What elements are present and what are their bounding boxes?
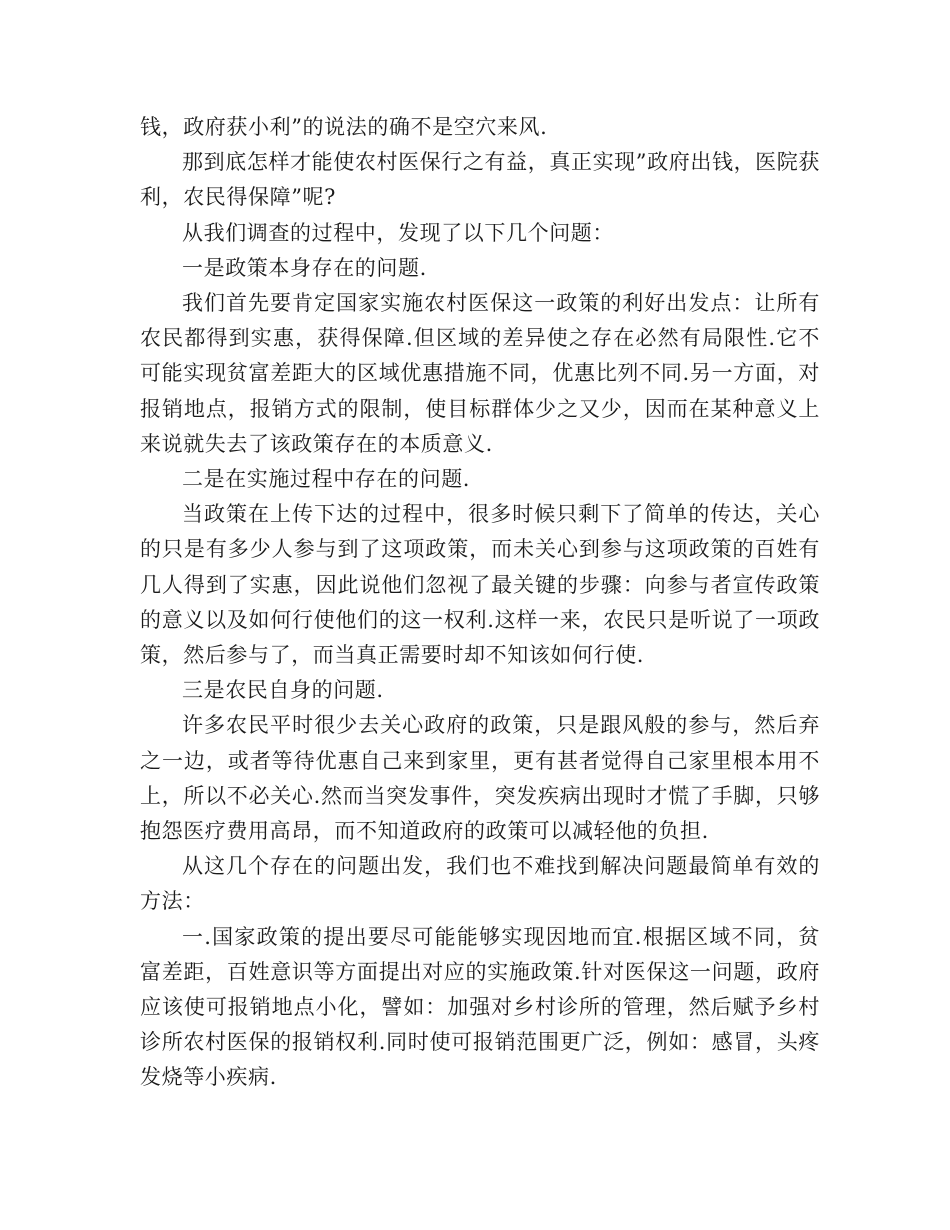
section-heading: 一是政策本身存在的问题. (182, 255, 427, 280)
document-body (140, 110, 820, 1096)
paragraph: 许多农民平时很少去关心政府的政策，只是跟风般的参与，然后弃之一边，或者等待优惠自己来到家里，更有甚者觉得自己家里根本用不上，所以不必关心.然而当突发事件，突发疾病出现时才慌了手脚，只够抱怨医疗费用高昂，而不知道政府的政策可以减轻他的负担. (140, 713, 820, 844)
section-heading: 二是在实施过程中存在的问题. (182, 467, 471, 492)
paragraph: 从这几个存在的问题出发，我们也不难找到解决问题最简单有效的方法： (140, 854, 820, 914)
paragraph: 那到底怎样才能使农村医保行之有益，真正实现”政府出钱，医院获利，农民得保障”呢? (140, 150, 820, 210)
section-heading: 三是农民自身的问题. (182, 678, 384, 703)
paragraph: 当政策在上传下达的过程中，很多时候只剩下了简单的传达，关心的只是有多少人参与到了这项政策，而未关心到参与这项政策的百姓有几人得到了实惠，因此说他们忽视了最关键的步骤：向参与者宣传政策的意义以及如何行使他们的这一权利.这样一来，农民只是听说了一项政策，然后参与了，而当真正需要时却不知该如何行使. (140, 502, 820, 668)
paragraph: 一.国家政策的提出要尽可能能够实现因地而宜.根据区域不同，贫富差距，百姓意识等方面提出对应的实施政策.针对医保这一问题，政府应该使可报销地点小化，譬如：加强对乡村诊所的管理，然后赋予乡村诊所农村医保的报销权利.同时使可报销范围更广泛，例如：感冒，头疼发烧等小疾病. (140, 924, 820, 1090)
paragraph: 钱，政府获小利”的说法的确不是空穴来风. (140, 115, 548, 139)
paragraph: 我们首先要肯定国家实施农村医保这一政策的利好出发点：让所有农民都得到实惠，获得保障.但区域的差异使之存在必然有局限性.它不可能实现贫富差距大的区域优惠措施不同，优惠比列不同.另一方面，对报销地点，报销方式的限制，使目标群体少之又少，因而在某种意义上来说就失去了该政策存在的本质意义. (140, 291, 820, 456)
paragraph: 从我们调查的过程中，发现了以下几个问题： (182, 220, 614, 245)
